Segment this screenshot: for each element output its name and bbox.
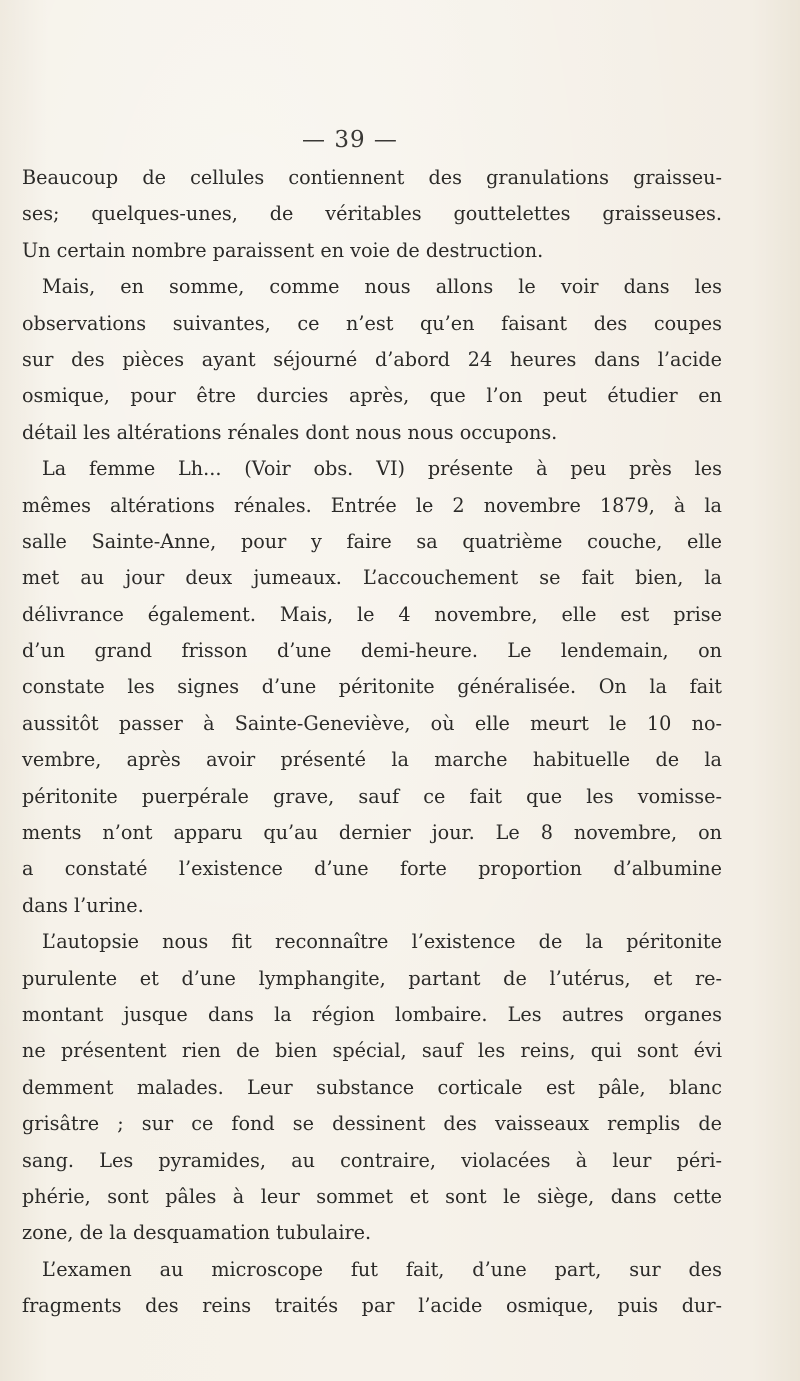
text-line: ne présentent rien de bien spécial, sauf les reins, qui sont évi [22,1039,722,1063]
text-line: ses; quelques-unes, de véritables gouttelettes graisseuses. [22,202,722,226]
text-line: sang. Les pyramides, au contraire, violacées à leur péri- [22,1148,722,1172]
text-line: Mais, en somme, comme nous allons le voir dans les [42,275,722,299]
text-line: constate les signes d’une péritonite généralisée. On la fait [22,675,722,699]
text-line: La femme Lh... (Voir obs. VI) présente à peu près les [42,457,722,481]
text-line: grisâtre ; sur ce fond se dessinent des vaisseaux remplis de [22,1112,722,1136]
text-line: sur des pièces ayant séjourné d’abord 24 heures dans l’acide [22,347,722,371]
page-number: — 39 — [302,127,398,153]
text-line: aussitôt passer à Sainte-Geneviève, où elle meurt le 10 no- [22,711,722,735]
text-line: montant jusque dans la région lombaire. Les autres organes [22,1002,722,1026]
text-line: Beaucoup de cellules contiennent des granulations graisseu- [22,166,722,189]
text-line: fragments des reins traités par l’acide osmique, puis dur- [22,1294,722,1318]
text-line: salle Sainte-Anne, pour y faire sa quatrième couche, elle [22,529,722,553]
text-line: met au jour deux jumeaux. L’accouchement se fait bien, la [22,566,722,590]
text-line: a constaté l’existence d’une forte proportion d’albumine [22,857,722,881]
text-line: détail les altérations rénales dont nous nous occupons. [22,420,558,444]
text-line: vembre, après avoir présenté la marche habituelle de la [22,748,722,772]
text-line: demment malades. Leur substance corticale est pâle, blanc [22,1075,722,1099]
text-line: dans l’urine. [22,893,144,917]
text-line: Un certain nombre paraissent en voie de destruction. [22,238,544,262]
text-line: phérie, sont pâles à leur sommet et sont le siège, dans cette [22,1184,722,1208]
text-line: péritonite puerpérale grave, sauf ce fait que les vomisse- [22,784,722,808]
text-line: osmique, pour être durcies après, que l’on peut étudier en [22,384,722,408]
text-line: L’examen au microscope fut fait, d’une part, sur des [42,1257,722,1281]
text-line: mêmes altérations rénales. Entrée le 2 novembre 1879, à la [22,493,722,517]
text-line: purulente et d’une lymphangite, partant de l’utérus, et re- [22,966,722,990]
text-line: ments n’ont apparu qu’au dernier jour. Le 8 novembre, on [22,821,722,845]
text-line: d’un grand frisson d’une demi-heure. Le lendemain, on [22,639,722,663]
text-line: zone, de la desquamation tubulaire. [22,1221,372,1245]
body-text [22,160,722,1325]
text-line: observations suivantes, ce n’est qu’en faisant des coupes [22,311,722,335]
text-line: délivrance également. Mais, le 4 novembre, elle est prise [22,602,722,626]
text-line: L’autopsie nous fit reconnaître l’existence de la péritonite [42,930,722,954]
